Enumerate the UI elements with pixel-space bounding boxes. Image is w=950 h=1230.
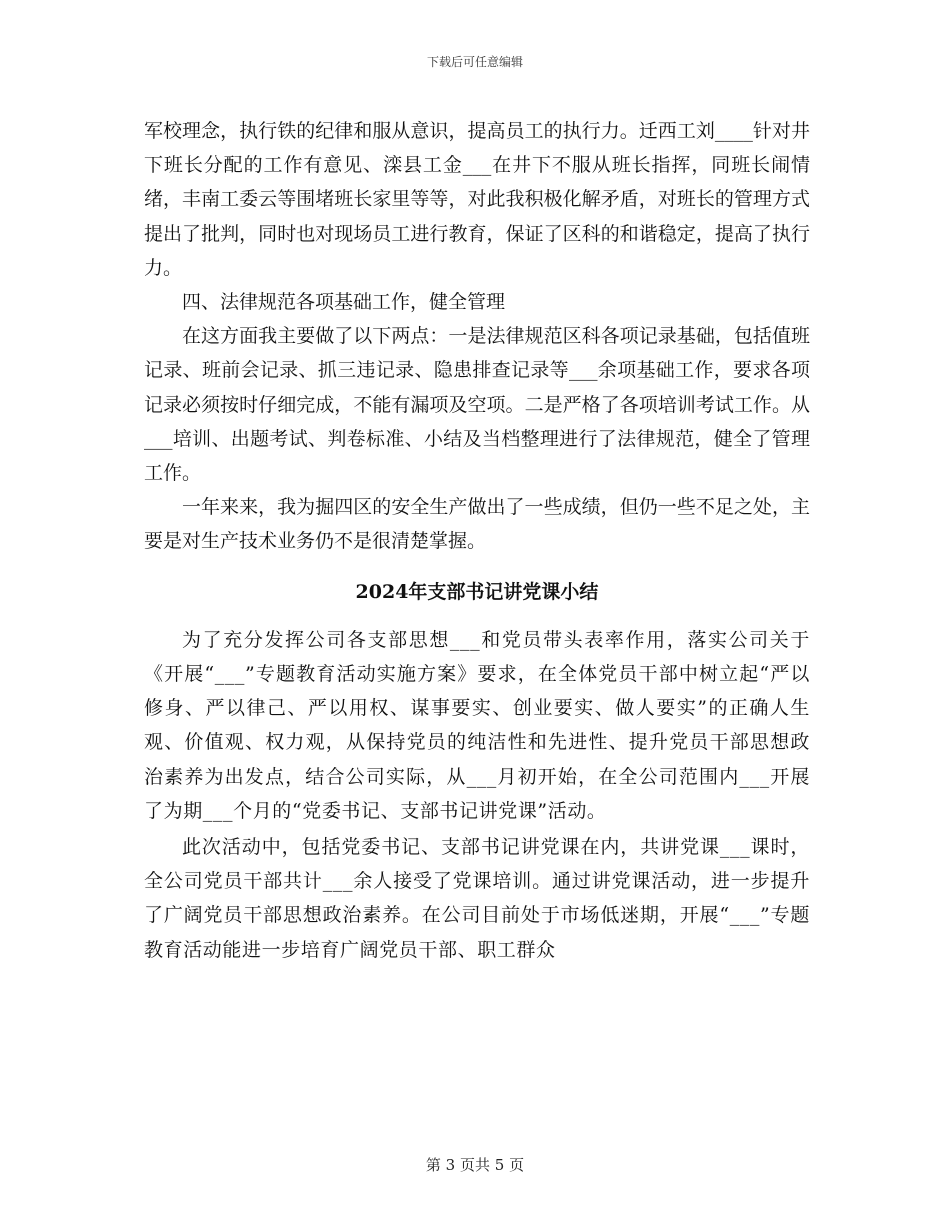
page-footer: 第 3 页共 5 页 (425, 1156, 525, 1174)
paragraph-party-lesson-intro: 为了充分发挥公司各支部思想___和党员带头表率作用，落实公司关于《开展“___”专题教育活动实施方案》要求，在全体党员干部中树立起“严以修身、严以律己、严以用权、谋事要实、创业要实、做人要实”的正确人生观、价值观、权力观，从保持党员的纯洁性和先进性、提升党员干部思想政治素养为出发点，结合公司实际，从___月初开始，在全公司范围内___开展了为期___个月的“党委书记、支部书记讲党课”活动。 (144, 628, 810, 822)
document-body (144, 114, 810, 967)
document-title: 2024年支部书记讲党课小结 (355, 580, 599, 603)
page-header: 下载后可任意编辑 (426, 55, 523, 69)
paragraph-legal-standards: 在这方面我主要做了以下两点：一是法律规范区科各项记录基础，包括值班记录、班前会记录、抓三违记录、隐患排查记录等___余项基础工作，要求各项记录必须按时仔细完成，不能有漏项及空项。二是严格了各项培训考试工作。从___培训、出题考试、判卷标准、小结及当档整理进行了法律规范，健全了管理工作。 (144, 325, 810, 485)
section-party-lesson (144, 623, 810, 967)
section-work-summary (144, 114, 810, 559)
paragraph-execution: 军校理念，执行铁的纪律和服从意识，提高员工的执行力。迁西工刘____针对井下班长分配的工作有意见、滦县工金___在井下不服从班长指挥，同班长闹情绪，丰南工委云等围堵班长家里等等，对此我积极化解矛盾，对班长的管理方式提出了批判，同时也对现场员工进行教育，保证了区科的和谐稳定，提高了执行力。 (144, 120, 810, 279)
paragraph-year-summary: 一年来来，我为掘四区的安全生产做出了一些成绩，但仍一些不足之处，主要是对生产技术业务仍不是很清楚掌握。 (144, 496, 810, 553)
section-heading-legal-standards: 四、法律规范各项基础工作，健全管理 (182, 291, 506, 314)
paragraph-party-lesson-activity: 此次活动中，包括党委书记、支部书记讲党课在内，共讲党课___课时，全公司党员干部共计___余人接受了党课培训。通过讲党课活动，进一步提升了广阔党员干部思想政治素养。在公司目前处于市场低迷期，开展“___”专题教育活动能进一步培育广阔党员干部、职工群众 (144, 836, 810, 961)
